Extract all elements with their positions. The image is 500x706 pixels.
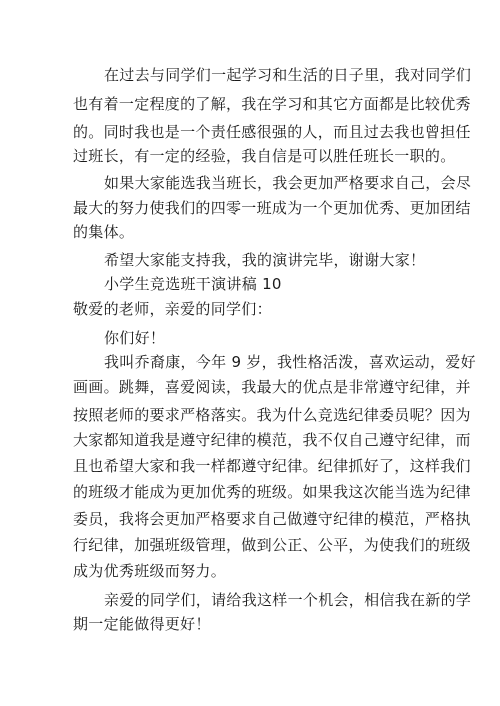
text-line: 如果大家能选我当班长，我会更加严格要求自己，会尽 [104, 174, 472, 192]
text-line: 亲爱的同学们，请给我这样一个机会，相信我在新的学 [104, 591, 472, 609]
salutation: 敬爱的老师，亲爱的同学们： [73, 300, 272, 318]
text-line: 的班级才能成为更加优秀的班级。如果我这次能当选为纪律 [73, 483, 471, 501]
text-line: 过班长，有一定的经验，我自信是可以胜任班长一职的。 [73, 147, 456, 165]
text-line: 大家都知道我是遵守纪律的模范，我不仅自己遵守纪律，而 [73, 431, 471, 449]
text-line: 期一定能做得更好！ [73, 615, 211, 633]
text-line: 的。同时我也是一个责任感很强的人，而且过去我也曾担任 [73, 123, 471, 141]
text-line: 画画。跳舞，喜爱阅读，我最大的优点是非常遵守纪律，并 [73, 378, 471, 396]
text-line: 成为优秀班级而努力。 [73, 562, 227, 580]
text-line: 我叫乔裔康，今年 9 岁，我性格活泼，喜欢运动，爱好 [104, 353, 476, 371]
greeting: 你们好！ [104, 329, 166, 347]
section-title: 小学生竞选班干演讲稿 10 [104, 275, 282, 293]
text-line: 按照老师的要求严格落实。我为什么竞选纪律委员呢？因为 [73, 406, 471, 424]
text-line: 委员，我将会更加严格要求自己做遵守纪律的模范，严格执 [73, 510, 471, 528]
text-line: 行纪律，加强班级管理，做到公正、公平，为使我们的班级 [73, 536, 471, 554]
text-line: 希望大家能支持我，我的演讲完毕，谢谢大家！ [104, 251, 426, 269]
text-line: 也有着一定程度的了解，我在学习和其它方面都是比较优秀 [73, 95, 471, 113]
text-line: 在过去与同学们一起学习和生活的日子里，我对同学们 [104, 66, 472, 84]
text-line: 最大的努力使我们的四零一班成为一个更加优秀、更加团结 [73, 199, 471, 217]
text-line: 的集体。 [73, 223, 135, 241]
text-line: 且也希望大家和我一样都遵守纪律。纪律抓好了，这样我们 [73, 457, 471, 475]
